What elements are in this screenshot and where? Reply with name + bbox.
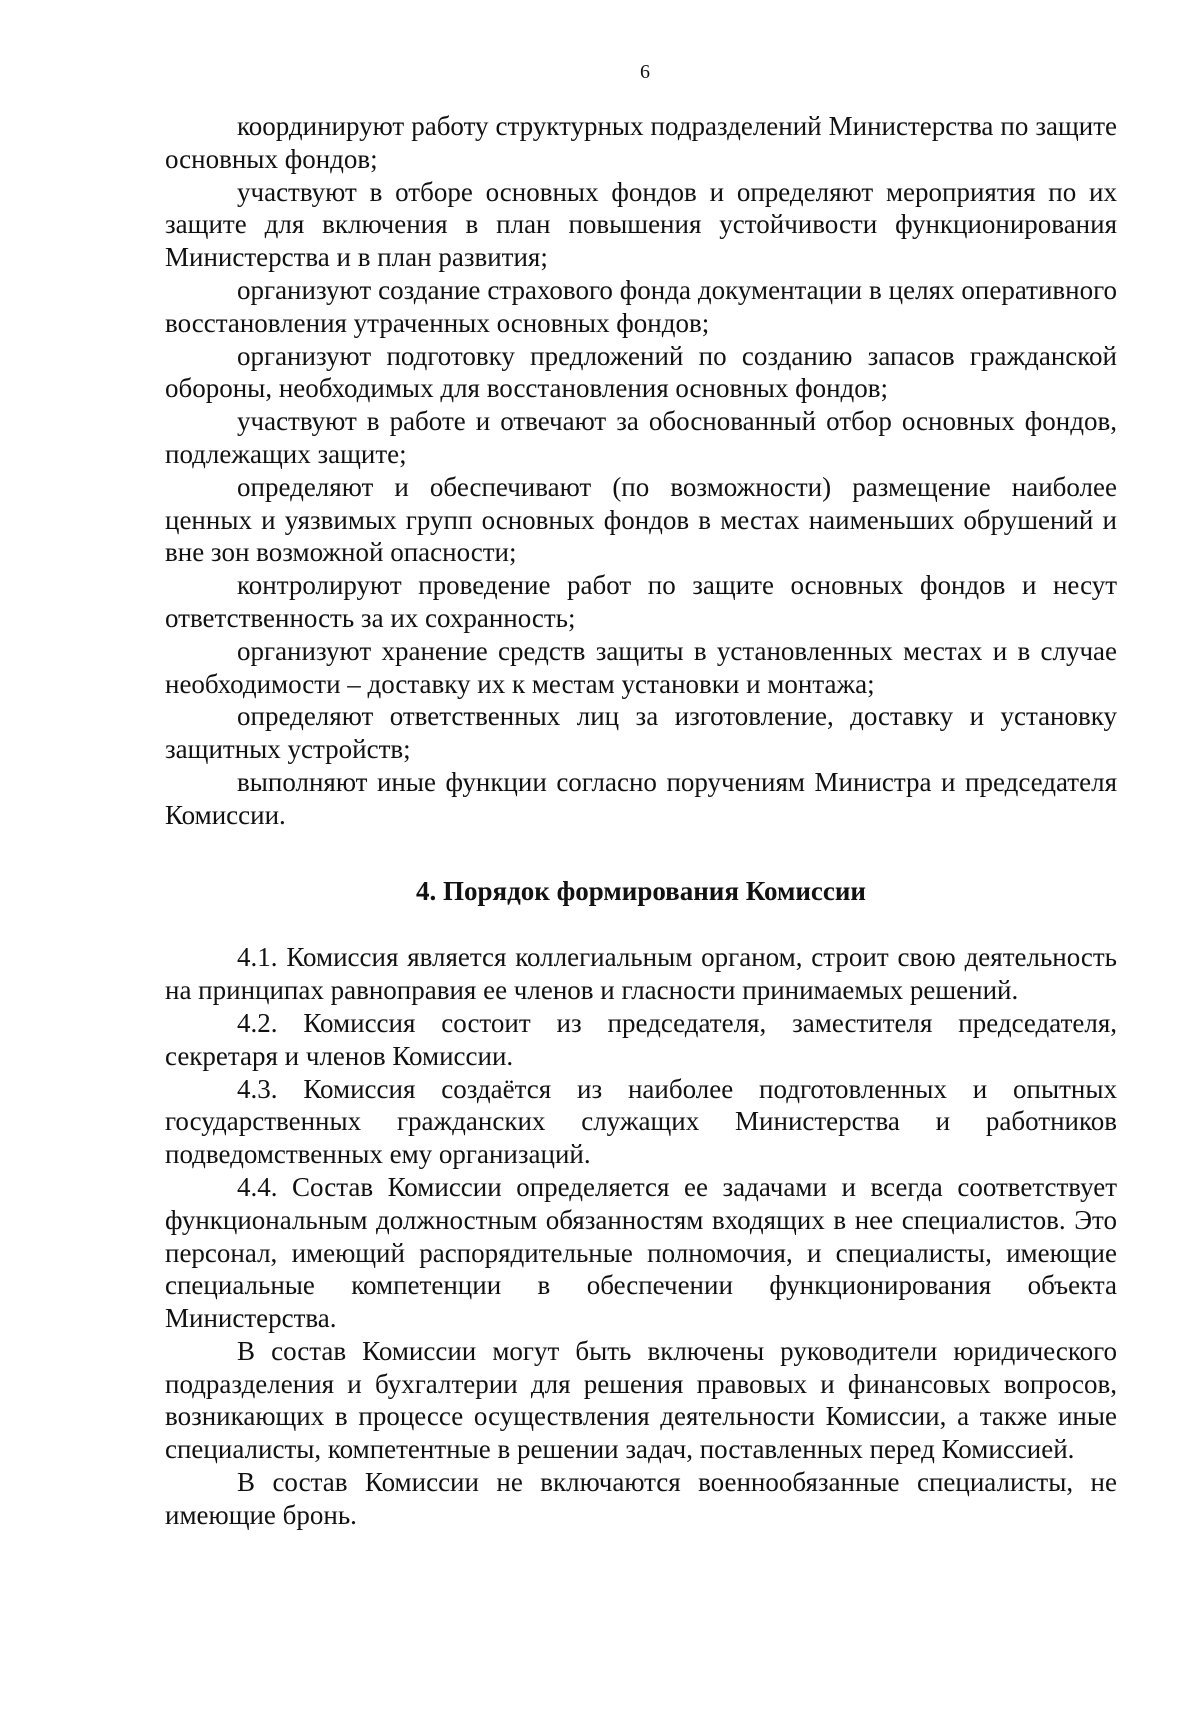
section-paragraph: В состав Комиссии могут быть включены руководители юридического подразделения и бухгалтерии для решения правовых и финансовых вопросов, возникающих в процессе осуществления деятельности Комиссии, а также иные специалисты, компетентные в решении задач, поставленных перед Комиссией.	[165, 1335, 1117, 1465]
section-paragraph: В состав Комиссии не включаются военнообязанные специалисты, не имеющие бронь.	[165, 1467, 1117, 1530]
list-item: определяют ответственных лиц за изготовление, доставку и установку защитных устройств;	[165, 701, 1117, 765]
list-item: участвуют в работе и отвечают за обоснованный отбор основных фондов, подлежащих защите;	[165, 406, 1117, 469]
list-item: участвуют в отборе основных фондов и определяют мероприятия по их защите для включения в план повышения устойчивости функционирования Министерства и в план развития;	[165, 176, 1117, 273]
list-item: организуют хранение средств защиты в установленных местах и в случае необходимости – доставку их к местам установки и монтажа;	[165, 635, 1117, 699]
list-item: организуют подготовку предложений по созданию запасов гражданской обороны, необходимых для восстановления основных фондов;	[165, 340, 1117, 404]
document-page	[165, 60, 1117, 1532]
section-paragraph: 4.1. Комиссия является коллегиальным органом, строит свою деятельность на принципах равноправия ее членов и гласности принимаемых решений.	[165, 942, 1117, 1006]
section-heading: 4. Порядок формирования Комиссии	[416, 875, 866, 906]
section-paragraph: 4.3. Комиссия создаётся из наиболее подготовленных и опытных государственных гражданских служащих Министерства и работников подведомственных ему организаций.	[165, 1073, 1117, 1170]
section-paragraph: 4.4. Состав Комиссии определяется ее задачами и всегда соответствует функциональным должностным обязанностям входящих в нее специалистов. Это персонал, имеющий распорядительные полномочия, и специалисты, имеющие специальные компетенции в обеспечении функционирования объекта Министерства.	[165, 1171, 1117, 1334]
list-item: контролируют проведение работ по защите основных фондов и несут ответственность за их сохранность;	[165, 570, 1117, 633]
list-item: координируют работу структурных подразделений Министерства по защите основных фондов;	[165, 111, 1117, 174]
page-number: 6	[640, 61, 650, 83]
list-item: определяют и обеспечивают (по возможности) размещение наиболее ценных и уязвимых групп основных фондов в местах наименьших обрушений и вне зон возможной опасности;	[165, 471, 1117, 568]
list-item: выполняют иные функции согласно поручениям Министра и председателя Комиссии.	[165, 766, 1117, 830]
section-paragraph: 4.2. Комиссия состоит из председателя, заместителя председателя, секретаря и членов Комиссии.	[165, 1007, 1117, 1071]
section-body	[165, 941, 1117, 1531]
list-item: организуют создание страхового фонда документации в целях оперативного восстановления утраченных основных фондов;	[165, 274, 1117, 338]
functions-list	[165, 110, 1117, 832]
